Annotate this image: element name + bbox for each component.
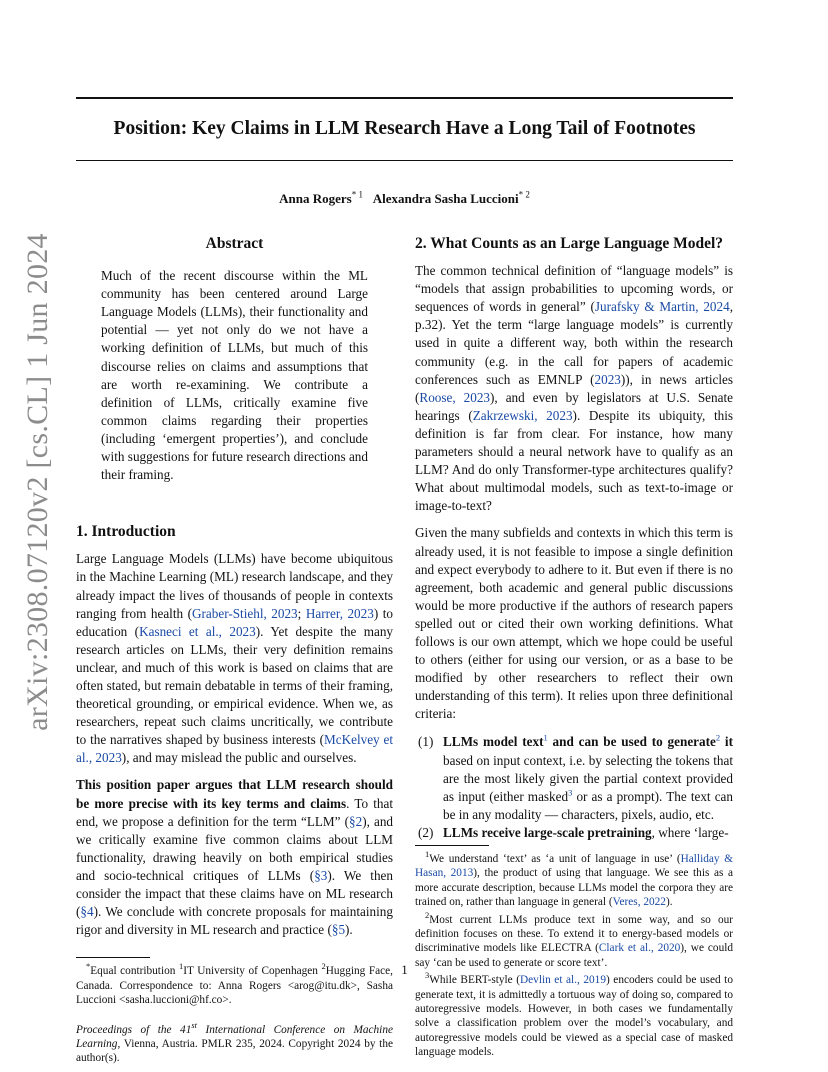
paragraph-text: . To that end, we propose a definition for the term “LLM” ( — [76, 795, 393, 829]
title-rule-bottom — [76, 160, 733, 161]
list-item — [415, 824, 733, 842]
criteria-list — [415, 733, 733, 842]
paragraph-text: ), and may mislead the public and ourselves. — [121, 750, 357, 766]
position-paragraph — [76, 776, 393, 939]
footnote-text: Equal contribution — [90, 965, 179, 978]
right-column — [415, 235, 733, 1060]
paragraph-text: ) to education ( — [76, 605, 393, 639]
criterion-claim: it — [720, 734, 733, 750]
position-statement: This position paper argues that LLM research should be more precise with its key terms and claims — [76, 777, 393, 811]
list-number: (2) — [418, 824, 434, 840]
footnote-1 — [415, 849, 734, 910]
paragraph-text: ), and we critically examine five common claims about LLM functionality, drawing heavily on both empirical studies and socio-technical critiques of LLMs ( — [76, 813, 394, 883]
paragraph-text: ; — [297, 605, 306, 621]
footnote-text: IT University of Copenhagen — [183, 965, 322, 978]
abstract-text: Much of the recent discourse within the ML community has been centered around Large Language Models (LLMs), their functionality and potential — yet not only do we not have a working definition of LLMs, but much of this discourse relies on claims and assumptions that are worth re-examining. We contribute a definition of LLMs, critically examine five common claims regarding their properties (including ‘emergent properties’), and conclude with suggestions for future research directions and their framing. — [101, 268, 368, 483]
footnote-link[interactable]: 2 — [715, 733, 721, 744]
definition-paragraph — [415, 262, 733, 515]
footnote-mark: 1 — [425, 849, 430, 860]
footnote-link[interactable]: 3 — [568, 787, 573, 798]
footnote-mark: 2 — [425, 909, 430, 920]
criterion-claim: LLMs model text — [443, 734, 544, 750]
paragraph-text: The common technical definition of “language models” is “models that assign probabilities to upcoming words, or sequences of words in general” ( — [415, 263, 733, 315]
list-number: (1) — [418, 734, 434, 750]
footnote-mark: 2 — [321, 961, 326, 972]
paragraph-text: )), in news articles ( — [415, 371, 734, 405]
proceedings-note — [76, 1019, 393, 1066]
footnote-text: While BERT-style ( — [429, 974, 520, 987]
citation-link[interactable]: Devlin et al., 2019 — [520, 974, 606, 987]
citation-link[interactable]: Roose, 2023 — [419, 389, 491, 405]
footnote-text: Most current LLMs produce text in some way, and so our definition focuses on these. To extend it to energy-based models or discriminative models like ELECTRA ( — [415, 913, 733, 955]
paragraph-text: ). We then consider the impact that these claims have on ML research ( — [76, 867, 393, 920]
title-rule-top — [76, 97, 733, 99]
footnote-text: ). — [665, 896, 673, 909]
introduction-paragraph — [76, 550, 393, 767]
footnote-text: Hugging Face, Canada. Correspondence to: Anna Rogers <arog@itu.dk>, Sasha Luccioni <sasha.luccioni@hf.co>. — [76, 965, 393, 1007]
proceedings-text: , Vienna, Austria. PMLR 235, 2024. Copyright 2024 by the author(s). — [76, 1037, 393, 1065]
footnote-text: ) encoders could be used to generate text, it is admittedly a tortuous way of doing so, compared to autoregressive models. However, in both cases we fundamentally solve a classification problem over the model’s vocabulary, and autoregressive models could be viewed as a special case of masked language models. — [415, 974, 733, 1059]
criteria-intro-paragraph: Given the many subfields and contexts in which this term is already used, it is not feasible to impose a single definition and expect everybody to adhere to it. But even if there is no agreement, both academic and general public discussions would be more productive if the authors of research papers spelled out or cited their own working definitions. What follows is our own attempt, which we hope could be useful to others (either for using our version, or as a base to be modified by other researchers to reflect their own understanding of this term). It relies upon three definitional criteria: — [415, 525, 733, 722]
citation-link[interactable]: McKelvey et al., 2023 — [76, 732, 393, 766]
citation-link[interactable]: Halliday & Hasan, 2013 — [415, 853, 734, 880]
criterion-text: or as a prompt). The text can be in any modality — characters, pixels, audio, etc. — [443, 788, 733, 822]
citation-link[interactable]: Zakrzewski, 2023 — [472, 407, 573, 423]
footnote-text: ), the product of using that language. We see this as a more accurate description, because LLMs model the corpora they are trained on, rather than language in general ( — [415, 867, 733, 909]
proceedings-ordinal: 41 — [180, 1023, 192, 1036]
introduction-heading: 1. Introduction — [76, 523, 176, 541]
criterion-text: based on input context, i.e. by selecting the tokens that are the most likely given the partial context provided as input (either masked — [443, 752, 733, 804]
paragraph-text: ). We conclude with concrete proposals for maintaining rigor and diversity in ML research and practice ( — [76, 904, 393, 938]
footnote-divider — [76, 957, 150, 958]
citation-link[interactable]: Kasneci et al., 2023 — [139, 623, 256, 639]
citation-link[interactable]: Clark et al., 2020 — [598, 942, 681, 955]
abstract-heading: Abstract — [205, 235, 264, 252]
arxiv-identifier: arXiv:2308.07120v2 [cs.CL] 1 Jun 2024 — [21, 233, 54, 731]
section-link[interactable]: §5 — [331, 922, 346, 938]
left-column — [76, 235, 393, 1066]
section-link[interactable]: §2 — [349, 813, 363, 829]
footnote-3 — [415, 970, 733, 1059]
footnote-divider — [415, 845, 489, 846]
citation-link[interactable]: Veres, 2022 — [612, 896, 666, 909]
author-line — [76, 191, 733, 207]
author-affiliation-mark: * 2 — [518, 189, 530, 200]
citation-link[interactable]: Graber-Stiehl, 2023 — [191, 605, 298, 621]
footnote-link[interactable]: 1 — [543, 733, 548, 744]
page-number: 1 — [401, 962, 408, 977]
author-name: Alexandra Sasha Luccioni — [372, 191, 519, 206]
paragraph-text: , p.32). Yet the term “large language models” is currently used in quite a different way, both within the research community (e.g. in the call for papers of academic conferences such as EMNLP ( — [415, 299, 734, 387]
criterion-claim: LLMs receive large-scale pretraining — [443, 824, 652, 840]
proceedings-ordinal-suffix: st — [191, 1019, 198, 1030]
citation-link[interactable]: Jurafsky & Martin, 2024 — [594, 299, 730, 315]
section-link[interactable]: §3 — [314, 867, 328, 883]
author-affiliation-mark: * 1 — [351, 189, 363, 200]
footnote-mark: 3 — [425, 970, 430, 981]
paragraph-text: ), and even by legislators at U.S. Senate hearings ( — [415, 389, 734, 423]
footnote-text: ), we could say ‘can be used to generate or score text’. — [415, 942, 733, 969]
proceedings-text: Proceedings of the — [76, 1023, 181, 1036]
footnote-mark: * — [86, 961, 91, 972]
section-link[interactable]: §4 — [80, 904, 94, 920]
citation-link[interactable]: 2023 — [594, 371, 621, 387]
citation-link[interactable]: Harrer, 2023 — [305, 605, 374, 621]
proceedings-text: International Conference on Machine Learning — [76, 1023, 393, 1050]
paragraph-text: ). Despite its ubiquity, this definition is far from clear. For instance, how many parameters should a neural network have to qualify as an LLM? And do only Transformer-type architectures qualify? What about multimodal models, such as text-to-image or image-to-text? — [415, 407, 733, 514]
list-item — [415, 733, 733, 823]
paragraph-text: ). — [345, 922, 353, 938]
footnote-mark: 1 — [178, 961, 184, 972]
criterion-text: , where ‘large- — [651, 824, 729, 840]
footnote-text: We understand ‘text’ as ‘a unit of language in use’ ( — [429, 853, 681, 865]
author-name: Anna Rogers — [279, 191, 352, 206]
paper-title: Position: Key Claims in LLM Research Have a Long Tail of Footnotes — [113, 118, 696, 139]
paragraph-text: Large Language Models (LLMs) have become ubiquitous in the Machine Learning (ML) research landscape, and they already impact the lives of thousands of people in contexts ranging from health ( — [76, 551, 393, 621]
criterion-claim: and can be used to generate — [547, 734, 716, 750]
section-2-heading: 2. What Counts as an Large Language Model? — [415, 235, 724, 252]
paragraph-text: ). Yet despite the many research articles on LLMs, their very definition remains unclear, and much of this work is based on claims that are often stated, but remain debatable in terms of their framing, theoretical grounding, or empirical evidence. When we, as researchers, repeat such claims uncritically, we contribute to the narratives shaped by business interests ( — [76, 623, 394, 748]
